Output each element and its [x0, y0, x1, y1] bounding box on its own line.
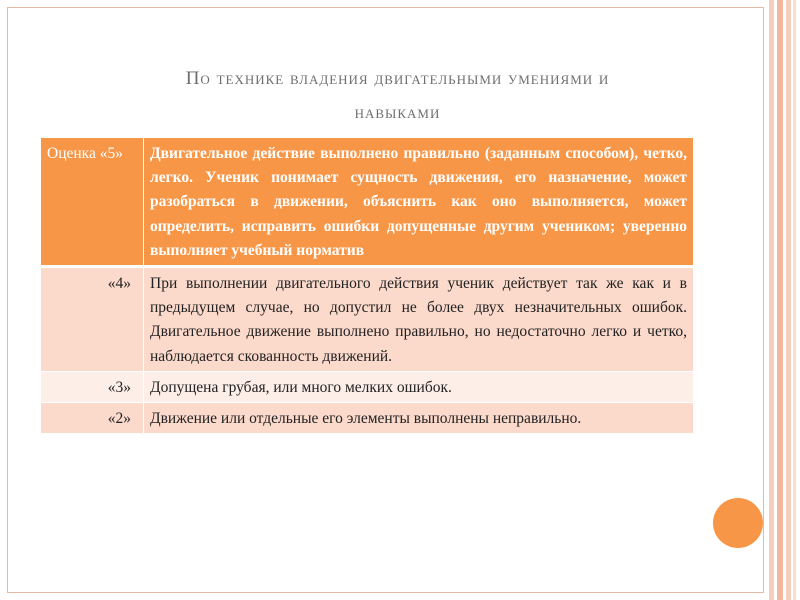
grade-cell: Оценка «5»: [41, 138, 144, 267]
decorative-stripe: [769, 0, 774, 600]
grade-cell: «3»: [41, 371, 144, 402]
decorative-stripe: [777, 0, 783, 600]
table-row-grade-4: [41, 267, 694, 372]
description-cell: Допущена грубая, или много мелких ошибок.: [144, 371, 694, 402]
slide-title-line-2: навыками: [354, 102, 441, 123]
table-row-grade-3: [41, 371, 694, 402]
grade-cell: «4»: [41, 267, 144, 372]
description-cell: Двигательное действие выполнено правильно (заданным способом), четко, легко. Ученик понимает сущность движения, его назначение, может разобраться в движении, объяснить как оно выполняется, может определить, исправить ошибки допущенные другим учеником; уверенно выполняет учебный норматив: [144, 138, 694, 267]
grading-table: [40, 137, 694, 434]
table-row-grade-2: [41, 403, 694, 434]
slide-title-line-1: По технике владения двигательными умениями и: [185, 68, 610, 89]
table-row-grade-5: [41, 138, 694, 267]
decorative-stripe: [793, 0, 796, 600]
decorative-circle: [713, 498, 763, 548]
decorative-stripe: [786, 0, 791, 600]
description-cell: Движение или отдельные его элементы выполнены неправильно.: [144, 403, 694, 434]
description-cell: При выполнении двигательного действия ученик действует так же как и в предыдущем случае, но допустил не более двух незначительных ошибок. Двигательное движение выполнено правильно, но недостаточно легко и четко, наблюдается скованность движений.: [144, 267, 694, 372]
grade-cell: «2»: [41, 403, 144, 434]
slide-title: [40, 62, 755, 130]
